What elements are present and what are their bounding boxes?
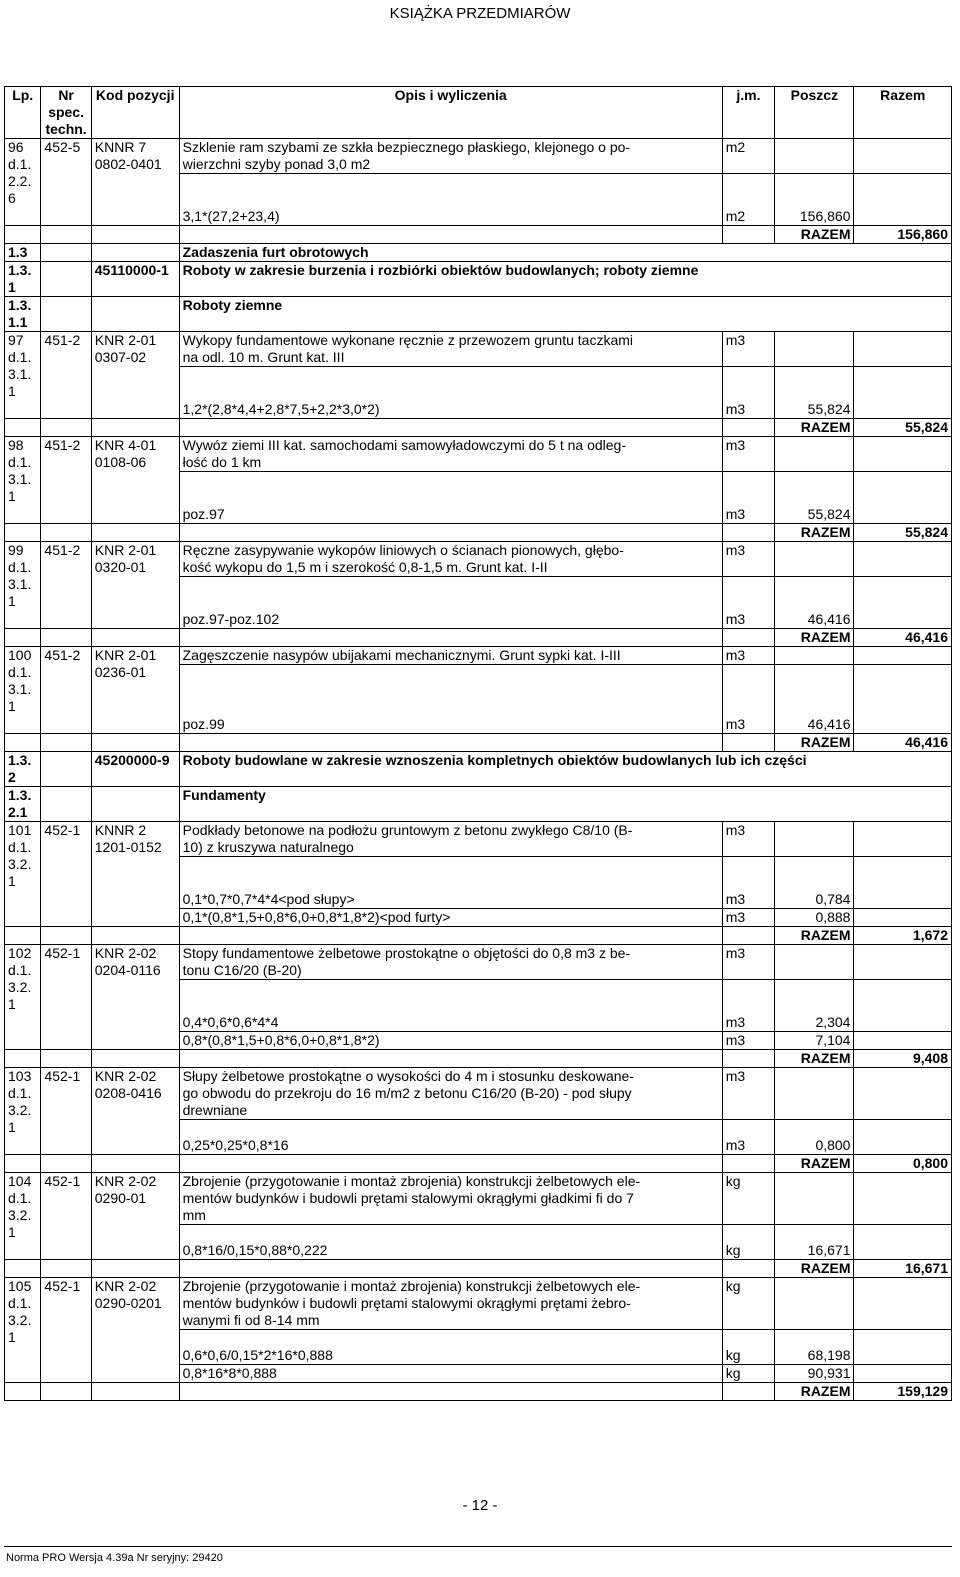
- total-label: RAZEM: [775, 1383, 854, 1401]
- position-row: [5, 139, 952, 174]
- position-kod: KNR 2-02 0208-0416: [91, 1068, 179, 1155]
- section-code: 45200000-9: [91, 752, 179, 787]
- position-description: Zagęszczenie nasypów ubijakami mechanicznymi. Grunt sypki kat. I-III: [179, 647, 722, 665]
- calculation-formula: 0,8*(0,8*1,5+0,8*6,0+0,8*1,8*2): [179, 1032, 722, 1050]
- total-label: RAZEM: [775, 927, 854, 945]
- position-unit: kg: [722, 1173, 774, 1225]
- total-value: 16,671: [854, 1260, 952, 1278]
- section-title: Roboty ziemne: [179, 297, 951, 332]
- position-description: Zbrojenie (przygotowanie i montaż zbrojenia) konstrukcji żelbetowych ele- mentów budynków i budowli prętami stalowymi okrągłymi gładkimi fi do 7 mm: [179, 1173, 722, 1225]
- position-kod: KNR 2-01 0307-02: [91, 332, 179, 419]
- section-row: [5, 752, 952, 787]
- position-unit: kg: [722, 1278, 774, 1330]
- position-unit: m3: [722, 647, 774, 665]
- position-description: Wykopy fundamentowe wykonane ręcznie z przewozem gruntu taczkami na odl. 10 m. Grunt kat. III: [179, 332, 722, 367]
- position-spec: 452-1: [41, 1173, 91, 1260]
- position-lp: 105 d.1. 3.2. 1: [5, 1278, 41, 1383]
- calculation-formula: 3,1*(27,2+23,4): [179, 174, 722, 226]
- header-razem: Razem: [854, 87, 952, 139]
- position-spec: 452-1: [41, 1278, 91, 1383]
- header-kod: Kod pozycji: [91, 87, 179, 139]
- calculation-value: 0,888: [775, 909, 854, 927]
- calculation-formula: 0,1*(0,8*1,5+0,8*6,0+0,8*1,8*2)<pod furty>: [179, 909, 722, 927]
- calculation-formula: 0,6*0,6/0,15*2*16*0,888: [179, 1330, 722, 1365]
- position-spec: 452-1: [41, 1068, 91, 1155]
- total-row: [5, 629, 952, 647]
- header-spec: Nr spec. techn.: [41, 87, 91, 139]
- calculation-value: 7,104: [775, 1032, 854, 1050]
- position-row: [5, 437, 952, 472]
- document-title: KSIĄŻKA PRZEDMIARÓW: [389, 5, 571, 22]
- position-spec: 451-2: [41, 437, 91, 524]
- calculation-unit: kg: [722, 1330, 774, 1365]
- page-number: - 12 -: [462, 1497, 498, 1514]
- position-row: [5, 1173, 952, 1225]
- position-spec: 451-2: [41, 647, 91, 734]
- total-value: 156,860: [854, 226, 952, 244]
- section-row: [5, 262, 952, 297]
- position-row: [5, 1068, 952, 1120]
- calculation-formula: 0,25*0,25*0,8*16: [179, 1120, 722, 1155]
- total-label: RAZEM: [775, 226, 854, 244]
- total-row: [5, 419, 952, 437]
- position-kod: KNR 2-02 0290-0201: [91, 1278, 179, 1383]
- position-unit: m3: [722, 822, 774, 857]
- calculation-value: 46,416: [775, 665, 854, 734]
- table-header-row: [5, 87, 952, 139]
- position-row: [5, 647, 952, 665]
- calculation-value: 16,671: [775, 1225, 854, 1260]
- calculation-value: 68,198: [775, 1330, 854, 1365]
- calculation-formula: poz.99: [179, 665, 722, 734]
- position-kod: KNNR 7 0802-0401: [91, 139, 179, 226]
- footer-divider: [4, 1546, 952, 1547]
- calculation-formula: poz.97: [179, 472, 722, 524]
- header-opis: Opis i wyliczenia: [179, 87, 722, 139]
- calculation-value: 90,931: [775, 1365, 854, 1383]
- position-unit: m3: [722, 945, 774, 980]
- total-label: RAZEM: [775, 734, 854, 752]
- calculation-value: 55,824: [775, 472, 854, 524]
- position-lp: 104 d.1. 3.2. 1: [5, 1173, 41, 1260]
- position-row: [5, 542, 952, 577]
- total-label: RAZEM: [775, 1155, 854, 1173]
- position-spec: 451-2: [41, 542, 91, 629]
- position-lp: 96 d.1. 2.2. 6: [5, 139, 41, 226]
- section-number: 1.3. 1.1: [5, 297, 41, 332]
- section-title: Zadaszenia furt obrotowych: [179, 244, 951, 262]
- total-row: [5, 1050, 952, 1068]
- position-lp: 102 d.1. 3.2. 1: [5, 945, 41, 1050]
- calculation-unit: kg: [722, 1225, 774, 1260]
- section-number: 1.3. 2.1: [5, 787, 41, 822]
- calculation-value: 55,824: [775, 367, 854, 419]
- section-title: Roboty w zakresie burzenia i rozbiórki obiektów budowlanych; roboty ziemne: [179, 262, 951, 297]
- cost-estimate-table: [4, 86, 952, 1401]
- position-description: Wywóz ziemi III kat. samochodami samowyładowczymi do 5 t na odleg- łość do 1 km: [179, 437, 722, 472]
- section-title: Fundamenty: [179, 787, 951, 822]
- total-row: [5, 734, 952, 752]
- calculation-unit: kg: [722, 1365, 774, 1383]
- header-lp: Lp.: [5, 87, 41, 139]
- calculation-unit: m3: [722, 1032, 774, 1050]
- position-row: [5, 332, 952, 367]
- section-row: [5, 297, 952, 332]
- total-value: 1,672: [854, 927, 952, 945]
- total-value: 55,824: [854, 524, 952, 542]
- total-row: [5, 1383, 952, 1401]
- position-description: Zbrojenie (przygotowanie i montaż zbrojenia) konstrukcji żelbetowych ele- mentów budynków i budowli prętami stalowymi okrągłymi prętami żebro- wanymi fi od 8-14 mm: [179, 1278, 722, 1330]
- position-lp: 98 d.1. 3.1. 1: [5, 437, 41, 524]
- calculation-value: 46,416: [775, 577, 854, 629]
- section-code: 45110000-1: [91, 262, 179, 297]
- total-row: [5, 927, 952, 945]
- position-kod: KNR 4-01 0108-06: [91, 437, 179, 524]
- position-row: [5, 1278, 952, 1330]
- calculation-formula: 0,8*16/0,15*0,88*0,222: [179, 1225, 722, 1260]
- position-unit: m3: [722, 1068, 774, 1120]
- total-row: [5, 226, 952, 244]
- calculation-value: 2,304: [775, 980, 854, 1032]
- calculation-unit: m3: [722, 367, 774, 419]
- calculation-unit: m3: [722, 577, 774, 629]
- position-lp: 100 d.1. 3.1. 1: [5, 647, 41, 734]
- position-spec: 452-1: [41, 945, 91, 1050]
- total-row: [5, 524, 952, 542]
- total-label: RAZEM: [775, 419, 854, 437]
- total-row: [5, 1260, 952, 1278]
- calculation-value: 0,800: [775, 1120, 854, 1155]
- position-kod: KNR 2-01 0320-01: [91, 542, 179, 629]
- software-footer: Norma PRO Wersja 4.39a Nr seryjny: 29420: [6, 1552, 223, 1564]
- section-number: 1.3: [5, 244, 41, 262]
- total-label: RAZEM: [775, 1260, 854, 1278]
- position-lp: 99 d.1. 3.1. 1: [5, 542, 41, 629]
- position-description: Podkłady betonowe na podłożu gruntowym z betonu zwykłego C8/10 (B- 10) z kruszywa naturalnego: [179, 822, 722, 857]
- section-number: 1.3. 1: [5, 262, 41, 297]
- position-kod: KNR 2-02 0290-01: [91, 1173, 179, 1260]
- total-value: 0,800: [854, 1155, 952, 1173]
- calculation-unit: m3: [722, 1120, 774, 1155]
- total-value: 46,416: [854, 734, 952, 752]
- calculation-unit: m3: [722, 665, 774, 734]
- total-value: 9,408: [854, 1050, 952, 1068]
- position-lp: 103 d.1. 3.2. 1: [5, 1068, 41, 1155]
- total-label: RAZEM: [775, 1050, 854, 1068]
- position-row: [5, 822, 952, 857]
- total-row: [5, 1155, 952, 1173]
- position-row: [5, 945, 952, 980]
- position-spec: 452-5: [41, 139, 91, 226]
- position-description: Stopy fundamentowe żelbetowe prostokątne o objętości do 0,8 m3 z be- tonu C16/20 (B-20): [179, 945, 722, 980]
- calculation-formula: 0,8*16*8*0,888: [179, 1365, 722, 1383]
- position-kod: KNR 2-02 0204-0116: [91, 945, 179, 1050]
- section-row: [5, 244, 952, 262]
- position-unit: m3: [722, 542, 774, 577]
- total-value: 46,416: [854, 629, 952, 647]
- position-spec: 452-1: [41, 822, 91, 927]
- header-jm: j.m.: [722, 87, 774, 139]
- section-title: Roboty budowlane w zakresie wznoszenia kompletnych obiektów budowlanych lub ich części: [179, 752, 951, 787]
- position-lp: 101 d.1. 3.2. 1: [5, 822, 41, 927]
- position-spec: 451-2: [41, 332, 91, 419]
- position-description: Szklenie ram szybami ze szkła bezpiecznego płaskiego, klejonego o po- wierzchni szyby ponad 3,0 m2: [179, 139, 722, 174]
- total-label: RAZEM: [775, 629, 854, 647]
- calculation-formula: poz.97-poz.102: [179, 577, 722, 629]
- position-description: Słupy żelbetowe prostokątne o wysokości do 4 m i stosunku deskowane- go obwodu do przekroju do 16 m/m2 z betonu C16/20 (B-20) - pod słupy drewniane: [179, 1068, 722, 1120]
- calculation-formula: 0,4*0,6*0,6*4*4: [179, 980, 722, 1032]
- calculation-unit: m3: [722, 980, 774, 1032]
- calculation-unit: m3: [722, 909, 774, 927]
- section-number: 1.3. 2: [5, 752, 41, 787]
- calculation-unit: m3: [722, 857, 774, 909]
- position-kod: KNNR 2 1201-0152: [91, 822, 179, 927]
- total-value: 159,129: [854, 1383, 952, 1401]
- position-lp: 97 d.1. 3.1. 1: [5, 332, 41, 419]
- calculation-unit: m2: [722, 174, 774, 226]
- calculation-formula: 1,2*(2,8*4,4+2,8*7,5+2,2*3,0*2): [179, 367, 722, 419]
- calculation-value: 156,860: [775, 174, 854, 226]
- section-row: [5, 787, 952, 822]
- total-value: 55,824: [854, 419, 952, 437]
- calculation-value: 0,784: [775, 857, 854, 909]
- header-poszcz: Poszcz: [775, 87, 854, 139]
- position-description: Ręczne zasypywanie wykopów liniowych o ścianach pionowych, głębo- kość wykopu do 1,5 m i szerokość 0,8-1,5 m. Grunt kat. I-II: [179, 542, 722, 577]
- calculation-unit: m3: [722, 472, 774, 524]
- calculation-formula: 0,1*0,7*0,7*4*4<pod słupy>: [179, 857, 722, 909]
- position-unit: m3: [722, 437, 774, 472]
- position-kod: KNR 2-01 0236-01: [91, 647, 179, 734]
- position-unit: m2: [722, 139, 774, 174]
- total-label: RAZEM: [775, 524, 854, 542]
- position-unit: m3: [722, 332, 774, 367]
